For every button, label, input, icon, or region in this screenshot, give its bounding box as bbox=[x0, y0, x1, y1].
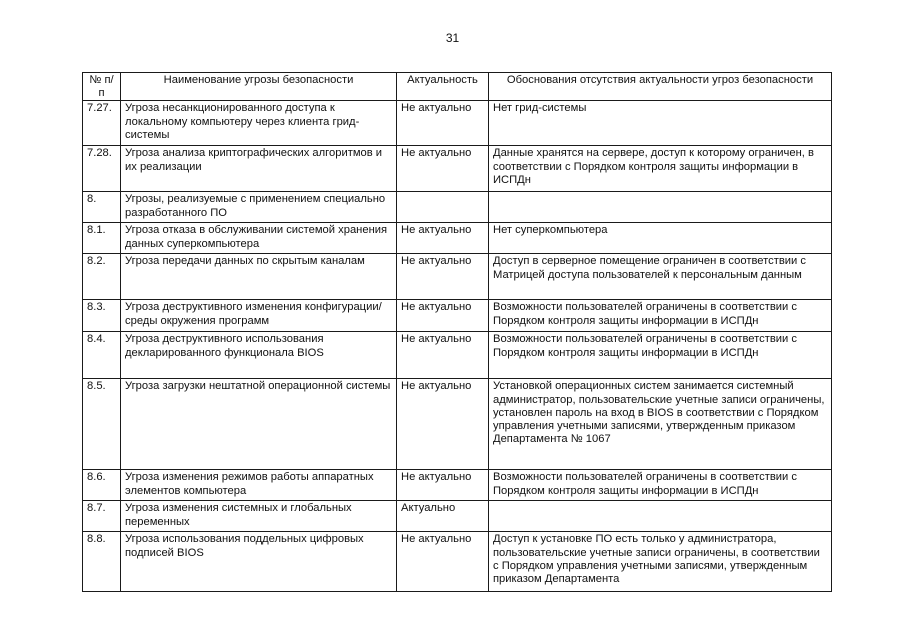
header-justification: Обоснования отсутствия актуальности угроз безопасности bbox=[489, 73, 832, 101]
table-row bbox=[83, 223, 832, 254]
table-header-row bbox=[83, 73, 832, 101]
table-row bbox=[83, 379, 832, 470]
row-justification: Возможности пользователей ограничены в соответствии с Порядком контроля защиты информации в ИСПДн bbox=[489, 470, 832, 501]
row-threat: Угроза несанкционированного доступа к локальному компьютеру через клиента грид-системы bbox=[121, 101, 397, 146]
table-row bbox=[83, 532, 832, 592]
row-relevance: Не актуально bbox=[397, 332, 489, 379]
row-justification bbox=[489, 501, 832, 532]
row-num: 8.3. bbox=[83, 300, 121, 332]
row-threat: Угроза изменения системных и глобальных переменных bbox=[121, 501, 397, 532]
row-relevance: Не актуально bbox=[397, 223, 489, 254]
row-num: 8.1. bbox=[83, 223, 121, 254]
row-relevance: Не актуально bbox=[397, 470, 489, 501]
table-row bbox=[83, 470, 832, 501]
row-justification: Данные хранятся на сервере, доступ к которому ограничен, в соответствии с Порядком контроля защиты информации в ИСПДн bbox=[489, 146, 832, 192]
row-num: 7.27. bbox=[83, 101, 121, 146]
table-row bbox=[83, 101, 832, 146]
row-num: 8.8. bbox=[83, 532, 121, 592]
row-relevance: Не актуально bbox=[397, 300, 489, 332]
row-num: 8.5. bbox=[83, 379, 121, 470]
table-row bbox=[83, 501, 832, 532]
row-threat: Угроза изменения режимов работы аппаратных элементов компьютера bbox=[121, 470, 397, 501]
header-num: № п/п bbox=[83, 73, 121, 101]
row-justification: Доступ к установке ПО есть только у администратора, пользовательские учетные записи ограничены, в соответствии с Порядком управления учетными записями, утвержденным приказом Департамента bbox=[489, 532, 832, 592]
table-row bbox=[83, 300, 832, 332]
table-row bbox=[83, 332, 832, 379]
row-relevance: Актуально bbox=[397, 501, 489, 532]
row-justification: Нет грид-системы bbox=[489, 101, 832, 146]
row-justification: Установкой операционных систем занимается системный администратор, пользовательские учетные записи ограничены, установлен пароль на вход в BIOS в соответствии с Порядком управления учетными записями, утвержденным приказом Департамента № 1067 bbox=[489, 379, 832, 470]
row-num: 8.7. bbox=[83, 501, 121, 532]
table-row bbox=[83, 254, 832, 300]
row-relevance bbox=[397, 192, 489, 223]
header-threat: Наименование угрозы безопасности bbox=[121, 73, 397, 101]
row-threat: Угроза деструктивного изменения конфигурации/среды окружения программ bbox=[121, 300, 397, 332]
row-num: 7.28. bbox=[83, 146, 121, 192]
header-relevance: Актуальность bbox=[397, 73, 489, 101]
row-threat: Угроза деструктивного использования декларированного функционала BIOS bbox=[121, 332, 397, 379]
row-justification: Нет суперкомпьютера bbox=[489, 223, 832, 254]
row-num: 8.2. bbox=[83, 254, 121, 300]
row-threat: Угроза использования поддельных цифровых подписей BIOS bbox=[121, 532, 397, 592]
page-number: 31 bbox=[445, 31, 460, 45]
table-row bbox=[83, 192, 832, 223]
row-relevance: Не актуально bbox=[397, 146, 489, 192]
row-relevance: Не актуально bbox=[397, 379, 489, 470]
row-relevance: Не актуально bbox=[397, 532, 489, 592]
row-num: 8.4. bbox=[83, 332, 121, 379]
row-threat: Угроза отказа в обслуживании системой хранения данных суперкомпьютера bbox=[121, 223, 397, 254]
threats-table bbox=[82, 72, 832, 592]
row-threat: Угроза анализа криптографических алгоритмов и их реализации bbox=[121, 146, 397, 192]
row-justification bbox=[489, 192, 832, 223]
row-num: 8. bbox=[83, 192, 121, 223]
row-justification: Возможности пользователей ограничены в соответствии с Порядком контроля защиты информации в ИСПДн bbox=[489, 300, 832, 332]
row-justification: Возможности пользователей ограничены в соответствии с Порядком контроля защиты информации в ИСПДн bbox=[489, 332, 832, 379]
row-justification: Доступ в серверное помещение ограничен в соответствии с Матрицей доступа пользователей к персональным данным bbox=[489, 254, 832, 300]
row-threat: Угроза загрузки нештатной операционной системы bbox=[121, 379, 397, 470]
row-relevance: Не актуально bbox=[397, 101, 489, 146]
row-threat: Угроза передачи данных по скрытым каналам bbox=[121, 254, 397, 300]
row-num: 8.6. bbox=[83, 470, 121, 501]
row-relevance: Не актуально bbox=[397, 254, 489, 300]
table-row bbox=[83, 146, 832, 192]
row-threat: Угрозы, реализуемые с применением специально разработанного ПО bbox=[121, 192, 397, 223]
